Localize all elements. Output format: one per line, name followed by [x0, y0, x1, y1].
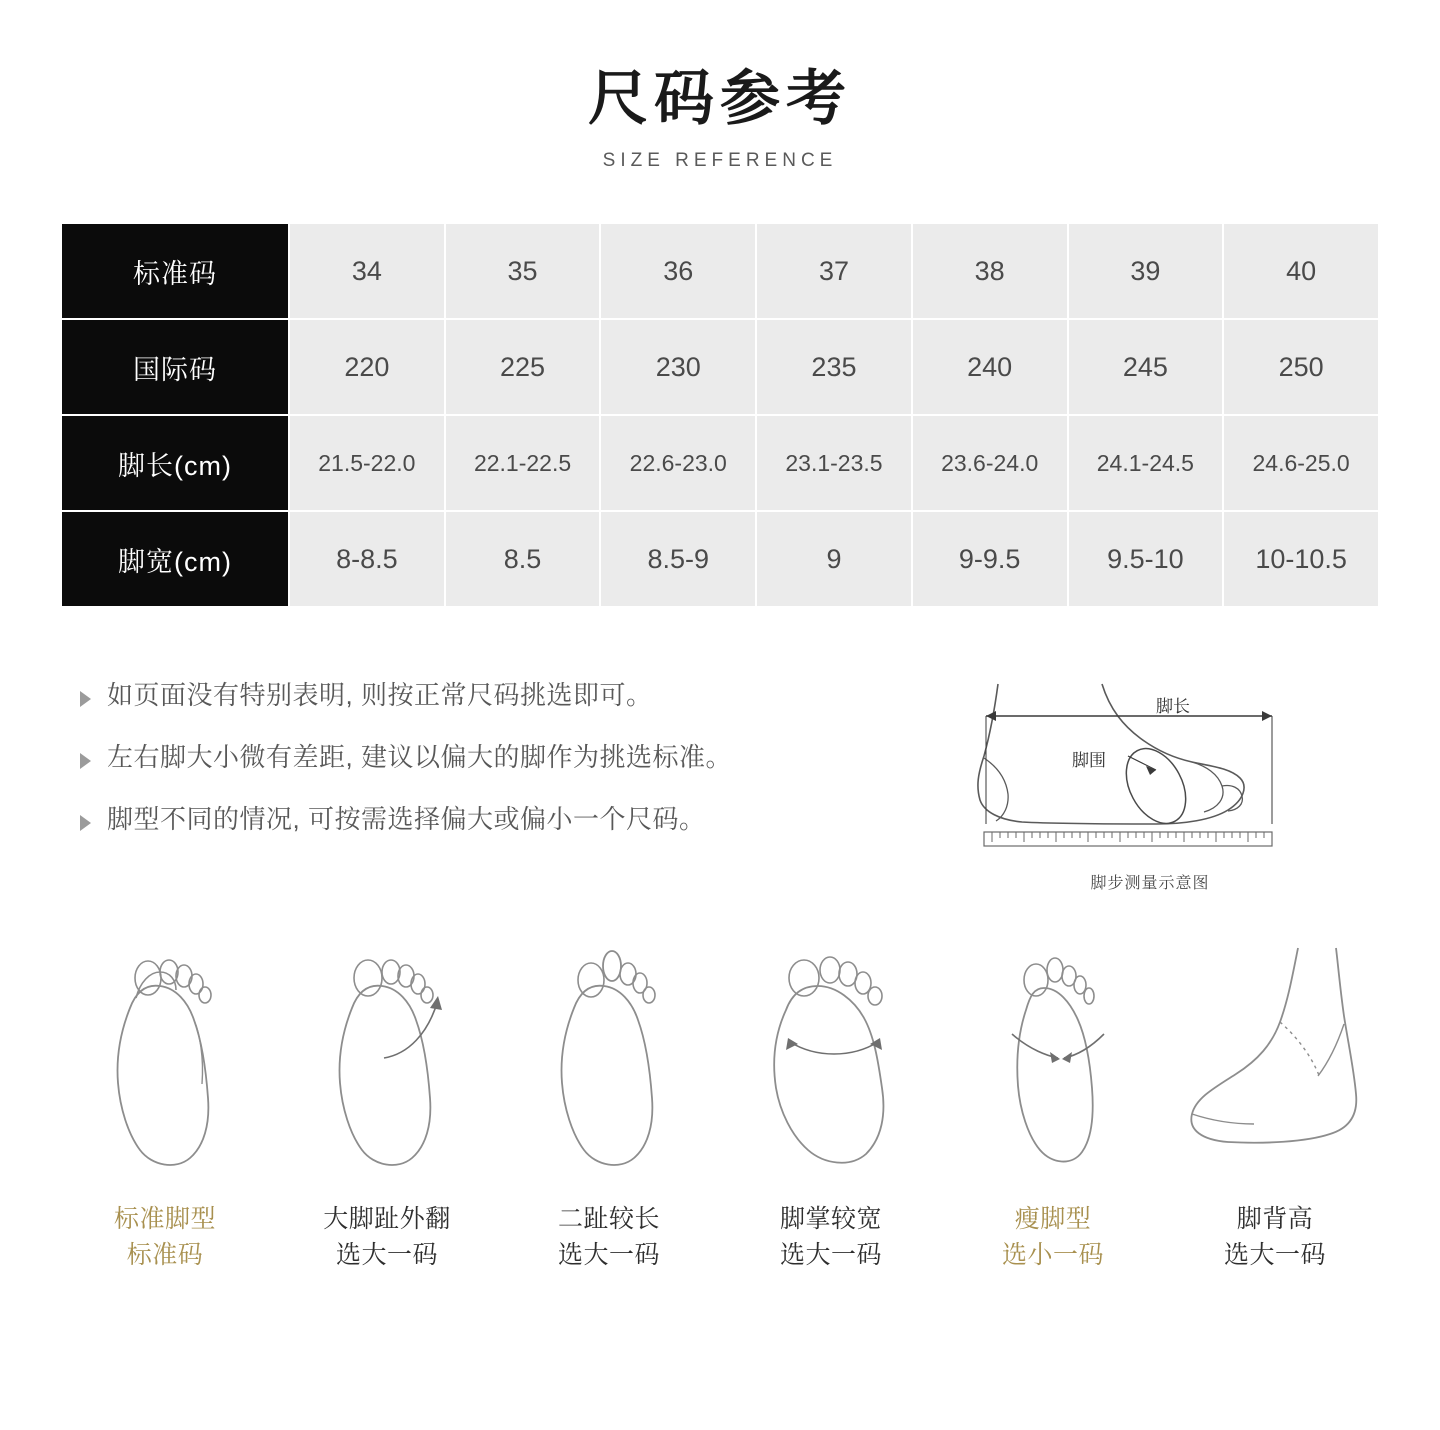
foot-type-label-line1: 标准脚型 [113, 1205, 216, 1233]
foot-high-arch-icon [1180, 933, 1370, 1183]
foot-type-item [958, 933, 1148, 1274]
row-header-standard-size: 标准码 [61, 223, 289, 319]
measure-caption: 脚步测量示意图 [1090, 875, 1210, 892]
foot-bunion-icon [312, 933, 462, 1183]
foot-type-label-line1: 瘦脚型 [1014, 1205, 1092, 1233]
foot-type-item [70, 933, 260, 1274]
table-cell: 22.6-23.0 [600, 415, 756, 511]
table-cell: 22.1-22.5 [445, 415, 601, 511]
table-cell: 8.5 [445, 511, 601, 607]
table-cell: 23.6-24.0 [912, 415, 1068, 511]
table-cell: 21.5-22.0 [289, 415, 445, 511]
note-text: 左右脚大小微有差距, 建议以偏大的脚作为挑选标准。 [107, 742, 732, 773]
table-cell: 23.1-23.5 [756, 415, 912, 511]
bullet-triangle-icon [80, 815, 91, 831]
foot-type-label-line1: 大脚趾外翻 [323, 1205, 451, 1233]
table-row [61, 415, 1379, 511]
table-cell: 230 [600, 319, 756, 415]
foot-standard-icon [90, 933, 240, 1183]
foot-type-item [292, 933, 482, 1274]
foot-type-label-line2: 选大一码 [335, 1241, 438, 1270]
measure-girth-label: 脚围 [1072, 751, 1106, 770]
notes-and-diagram [0, 668, 1440, 893]
list-item [60, 802, 960, 837]
foot-type-item [736, 933, 926, 1274]
foot-type-label-line2: 选大一码 [779, 1241, 882, 1270]
foot-wide-icon [756, 933, 906, 1183]
foot-type-label [1224, 1201, 1326, 1274]
foot-type-label-line1: 二趾较长 [557, 1205, 660, 1233]
foot-type-label-line1: 脚背高 [1236, 1205, 1314, 1233]
page-title: 尺码参考 [588, 65, 852, 132]
table-cell: 40 [1223, 223, 1379, 319]
table-cell: 225 [445, 319, 601, 415]
table-cell: 245 [1068, 319, 1224, 415]
list-item [60, 678, 960, 713]
table-cell: 8-8.5 [289, 511, 445, 607]
foot-measure-illustration-icon [960, 674, 1290, 864]
row-header-foot-length: 脚长(cm) [61, 415, 289, 511]
foot-type-label-line2: 选小一码 [1001, 1241, 1104, 1270]
foot-type-label [558, 1201, 660, 1274]
foot-type-label [114, 1201, 216, 1274]
foot-type-gallery [0, 893, 1440, 1274]
size-table [60, 222, 1380, 608]
table-cell: 24.6-25.0 [1223, 415, 1379, 511]
table-cell: 10-10.5 [1223, 511, 1379, 607]
row-header-foot-width: 脚宽(cm) [61, 511, 289, 607]
foot-type-label-line2: 标准码 [126, 1241, 204, 1270]
page-subtitle: SIZE REFERENCE [602, 150, 838, 171]
table-cell: 24.1-24.5 [1068, 415, 1224, 511]
size-table-wrapper [60, 222, 1380, 608]
table-cell: 38 [912, 223, 1068, 319]
table-row [61, 319, 1379, 415]
foot-type-label-line1: 脚掌较宽 [779, 1205, 882, 1233]
table-cell: 9 [756, 511, 912, 607]
foot-long-second-toe-icon [534, 933, 684, 1183]
foot-type-label [780, 1201, 882, 1274]
table-cell: 250 [1223, 319, 1379, 415]
table-cell: 8.5-9 [600, 511, 756, 607]
list-item [60, 740, 960, 775]
bullet-triangle-icon [80, 753, 91, 769]
bullet-triangle-icon [80, 691, 91, 707]
table-cell: 240 [912, 319, 1068, 415]
foot-type-label [1002, 1201, 1104, 1274]
table-cell: 220 [289, 319, 445, 415]
foot-type-label-line2: 选大一码 [557, 1241, 660, 1270]
measure-length-label: 脚长 [1156, 697, 1190, 716]
table-cell: 37 [756, 223, 912, 319]
table-cell: 36 [600, 223, 756, 319]
table-row [61, 223, 1379, 319]
foot-type-item [1180, 933, 1370, 1274]
row-header-international-size: 国际码 [61, 319, 289, 415]
table-cell: 34 [289, 223, 445, 319]
foot-narrow-icon [978, 933, 1128, 1183]
table-cell: 9.5-10 [1068, 511, 1224, 607]
table-cell: 35 [445, 223, 601, 319]
table-row [61, 511, 1379, 607]
notes-list [60, 668, 960, 864]
table-cell: 9-9.5 [912, 511, 1068, 607]
measure-diagram [960, 668, 1340, 893]
foot-type-item [514, 933, 704, 1274]
note-text: 脚型不同的情况, 可按需选择偏大或偏小一个尺码。 [107, 804, 706, 835]
table-cell: 235 [756, 319, 912, 415]
foot-type-label-line2: 选大一码 [1223, 1241, 1326, 1270]
table-cell: 39 [1068, 223, 1224, 319]
foot-type-label [323, 1201, 451, 1274]
note-text: 如页面没有特别表明, 则按正常尺码挑选即可。 [107, 680, 653, 710]
page-header [0, 0, 1440, 172]
